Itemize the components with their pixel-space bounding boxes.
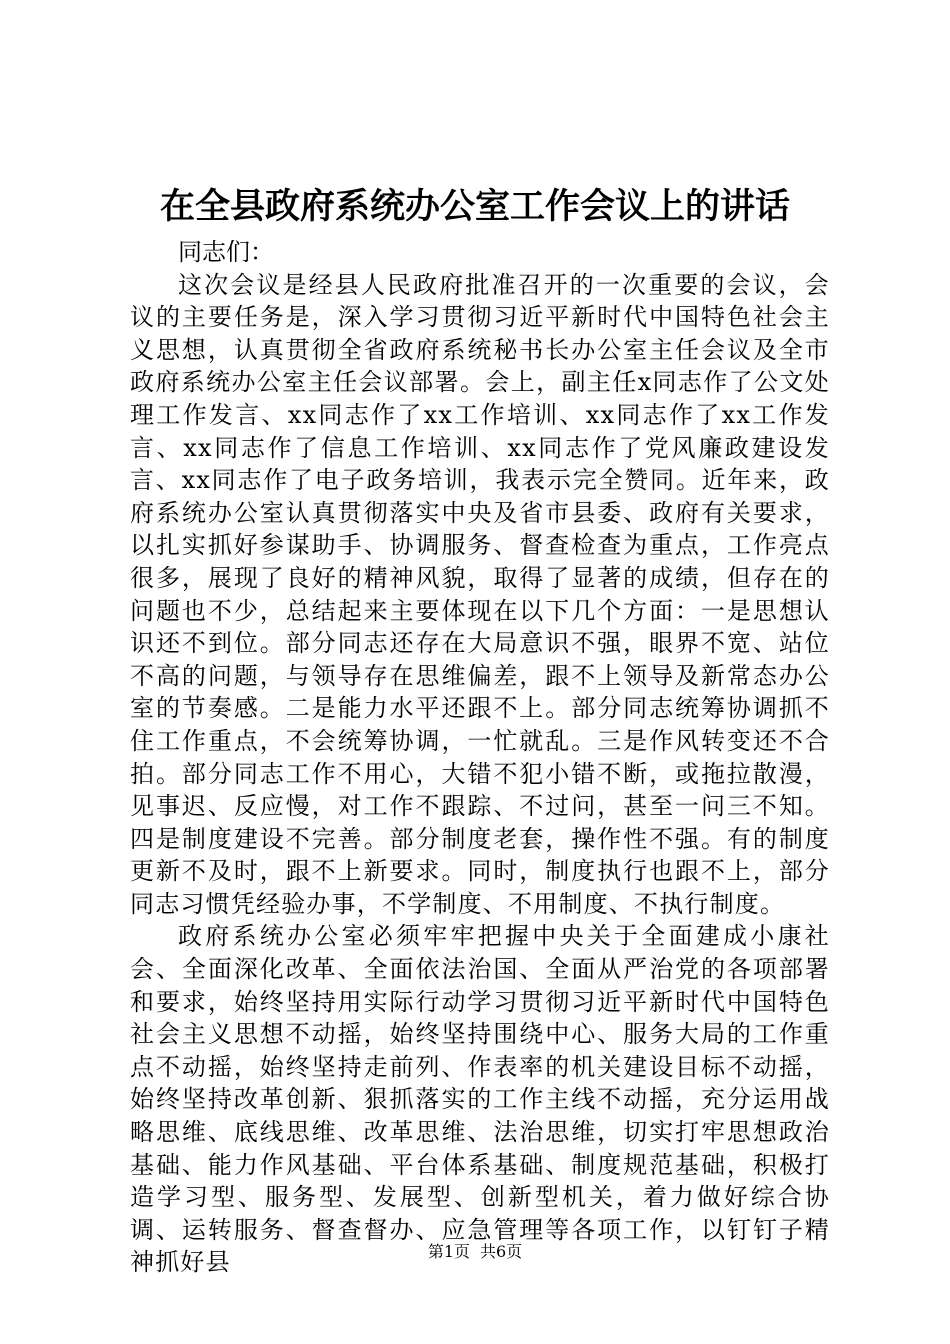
paragraph-1: 这次会议是经县人民政府批准召开的一次重要的会议，会议的主要任务是，深入学习贯彻习近平新时代中国特色社会主义思想，认真贯彻全省政府系统秘书长办公室主任会议及全市政府系统办公室主任会议部署。会上，副主任x同志作了公文处理工作发言、xx同志作了xx工作培训、xx同志作了xx工作发言、xx同志作了信息工作培训、xx同志作了党风廉政建设发言、xx同志作了电子政务培训，我表示完全赞同。近年来，政府系统办公室认真贯彻落实中央及省市县委、政府有关要求，以扎实抓好参谋助手、协调服务、督查检查为重点，工作亮点很多，展现了良好的精神风貌，取得了显著的成绩，但存在的问题也不少，总结起来主要体现在以下几个方面：一是思想认识还不到位。部分同志还存在大局意识不强，眼界不宽、站位不高的问题，与领导存在思维偏差，跟不上领导及新常态办公室的节奏感。二是能力水平还跟不上。部分同志统筹协调抓不住工作重点，不会统筹协调，一忙就乱。三是作风转变还不合拍。部分同志工作不用心，大错不犯小错不断，或拖拉散漫，见事迟、反应慢，对工作不跟踪、不过问，甚至一问三不知。四是制度建设不完善。部分制度老套，操作性不强。有的制度更新不及时，跟不上新要求。同时，制度执行也跟不上，部分同志习惯凭经验办事，不学制度、不用制度、不执行制度。 bbox=[130, 270, 830, 918]
salutation: 同志们： bbox=[178, 238, 274, 266]
paragraph-2: 政府系统办公室必须牢牢把握中央关于全面建成小康社会、全面深化改革、全面依法治国、全面从严治党的各项部署和要求，始终坚持用实际行动学习贯彻习近平新时代中国特色社会主义思想不动摇，始终坚持围绕中心、服务大局的工作重点不动摇，始终坚持走前列、作表率的机关建设目标不动摇，始终坚持改革创新、狠抓落实的工作主线不动摇，充分运用战略思维、底线思维、改革思维、法治思维，切实打牢思想政治基础、能力作风基础、平台体系基础、制度规范基础，积极打造学习型、服务型、发展型、创新型机关，着力做好综合协调、运转服务、督查督办、应急管理等各项工作，以钉钉子精神抓好县 bbox=[130, 922, 830, 1277]
page-number: 第1页 bbox=[427, 1242, 470, 1261]
document-body bbox=[130, 236, 830, 1279]
page-footer bbox=[0, 1240, 950, 1264]
page-total: 共6页 bbox=[480, 1242, 523, 1261]
document-title: 在全县政府系统办公室工作会议上的讲话 bbox=[159, 186, 790, 227]
